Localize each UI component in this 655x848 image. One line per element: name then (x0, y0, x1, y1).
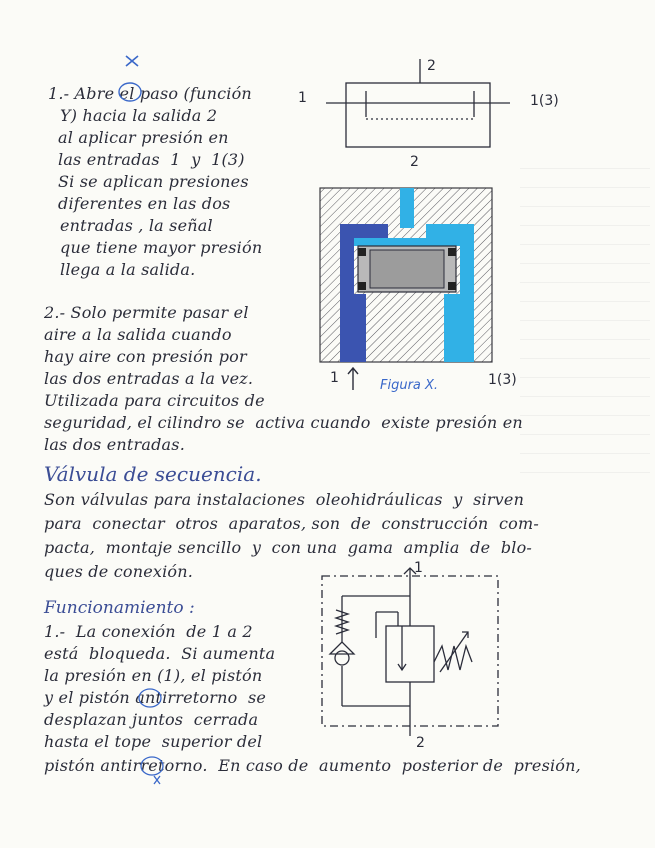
text-line: las entradas 1 y 1(3) (58, 150, 245, 169)
port-label: 2 (410, 154, 419, 170)
text-line: diferentes en las dos (58, 194, 231, 213)
port-label: 1 (298, 90, 307, 106)
text-line: seguridad, el cilindro se activa cuando existe presión en (44, 413, 523, 432)
figure-caption: Figura X. (380, 378, 439, 393)
valve-symbol (320, 55, 510, 165)
text-line: al aplicar presión en (58, 128, 229, 147)
text-line: y el pistón antirretorno se (44, 688, 267, 707)
text-line: llega a la salida. (60, 260, 196, 279)
text-line: Y) hacia la salida 2 (60, 106, 218, 125)
text-line: 1.- La conexión de 1 a 2 (44, 622, 253, 641)
text-line: las dos entradas. (44, 435, 185, 454)
valve-cutaway (318, 186, 498, 368)
correction-mark (108, 52, 148, 112)
text-line: pistón antirretorno. En caso de aumento posterior de presión, (44, 756, 581, 775)
text-line: las dos entradas a la vez. (44, 369, 254, 388)
text-line: que tiene mayor presión (60, 238, 263, 257)
text-line: Utilizada para circuitos de (44, 391, 265, 410)
port-label: 2 (427, 58, 436, 74)
text-line: 2.- Solo permite pasar el (44, 303, 249, 322)
text-line: hasta el tope superior del (44, 732, 263, 751)
text-line: está bloqueda. Si aumenta (44, 644, 276, 663)
text-line: Si se aplican presiones (58, 172, 249, 191)
port-label: 1(3) (488, 372, 517, 388)
text-line: desplazan juntos cerrada (44, 710, 259, 729)
text-line: entradas , la señal (60, 216, 213, 235)
sequence-valve-symbol (318, 566, 502, 738)
text-line: aire a la salida cuando (44, 325, 232, 344)
port-label: 1 (330, 370, 339, 386)
port-label: 1(3) (530, 93, 559, 109)
text-line: para conectar otros aparatos, son de construcción com- (44, 514, 539, 533)
bleed-through (520, 150, 650, 490)
correction-mark (130, 680, 170, 790)
port-label: 1 (414, 560, 423, 576)
port-label: 2 (416, 735, 425, 751)
subsection-title: Funcionamiento : (44, 598, 195, 618)
text-line: Son válvulas para instalaciones oleohidráulicas y sirven (44, 490, 525, 509)
text-line: ques de conexión. (44, 562, 194, 581)
section-title: Válvula de secuencia. (44, 462, 262, 486)
text-line: 1.- Abre el paso (función (48, 84, 252, 103)
arrow-icon (346, 366, 360, 392)
text-line: pacta, montaje sencillo y con una gama amplia de blo- (44, 538, 533, 557)
text-line: la presión en (1), el pistón (44, 666, 263, 685)
text-line: hay aire con presión por (44, 347, 247, 366)
outlet-port (400, 188, 414, 228)
